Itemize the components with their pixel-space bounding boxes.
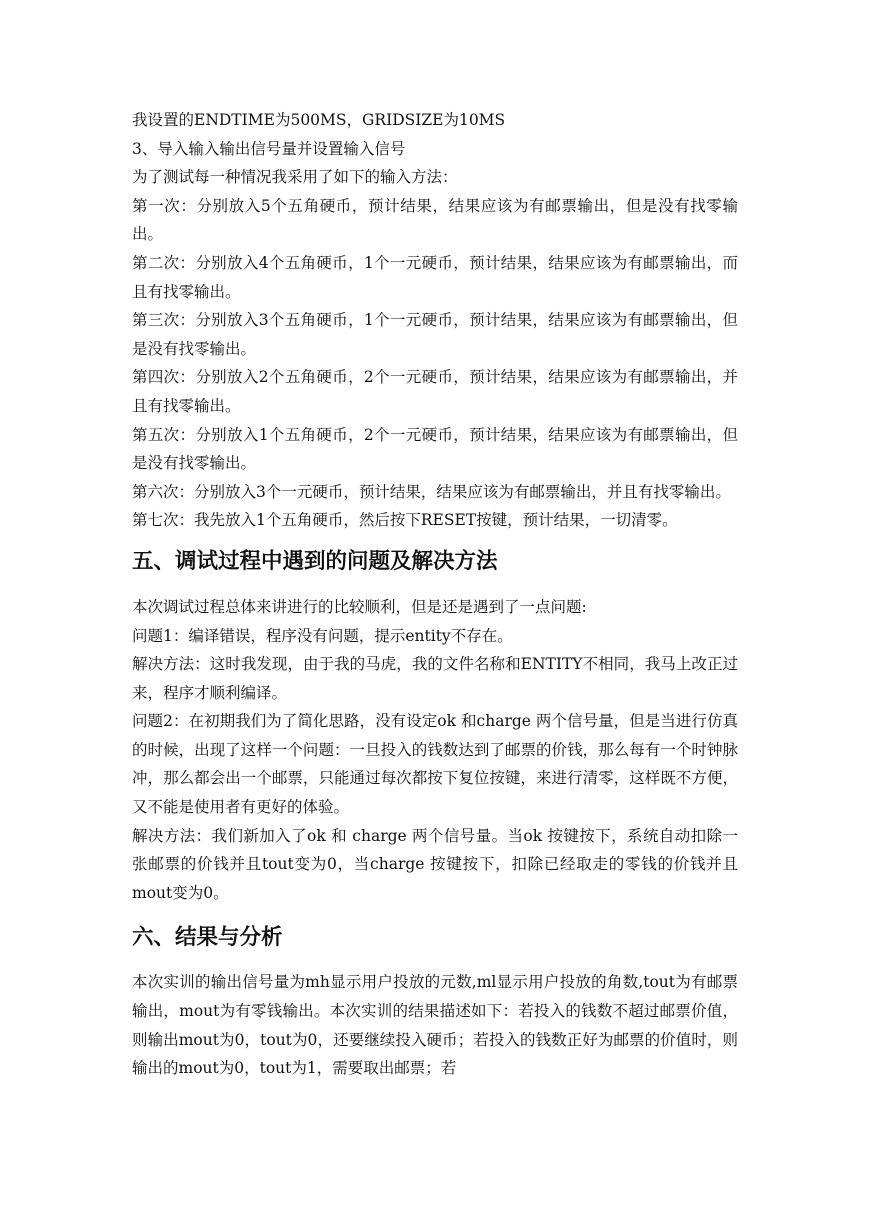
test-case-3: 第三次：分别放入3个五角硬币，1个一元硬币，预计结果，结果应该为有邮票输出，但是没有找零输出。 bbox=[132, 311, 738, 358]
test-case-7: 第七次：我先放入1个五角硬币，然后按下RESET按键，预计结果，一切清零。 bbox=[132, 511, 678, 530]
test-case-4: 第四次：分别放入2个五角硬币，2个一元硬币，预计结果，结果应该为有邮票输出，并且有找零输出。 bbox=[132, 368, 738, 415]
test-case-2: 第二次：分别放入4个五角硬币，1个一元硬币，预计结果，结果应该为有邮票输出，而且有找零输出。 bbox=[132, 253, 738, 301]
test-case-6: 第六次：分别放入3个一元硬币，预计结果，结果应该为有邮票输出，并且有找零输出。 bbox=[132, 482, 731, 501]
section-6-title: 六、结果与分析 bbox=[132, 925, 283, 951]
results-paragraph: 本次实训的输出信号量为mh显示用户投放的元数,ml显示用户投放的角数,tout为有邮票输出，mout为有零钱输出。本次实训的结果描述如下：若投入的钱数不超过邮票价值，则输出mout为0，tout为0，还要继续投入硬币；若投入的钱数正好为邮票的价值时，则输出的mout为0，tout为1，需要取出邮票；若 bbox=[132, 973, 738, 1078]
problem-2: 问题2：在初期我们为了简化思路，没有设定ok 和charge 两个信号量，但是当进行仿真的时候，出现了这样一个问题：一旦投入的钱数达到了邮票的价钱，那么每有一个时钟脉冲，那么都会出一个邮票，只能通过每次都按下复位按键，来进行清零，这样既不方便，又不能是使用者有更好的体验。 bbox=[132, 712, 738, 817]
solution-1: 解决方法：这时我发现，由于我的马虎，我的文件名称和ENTITY不相同，我马上改正过来，程序才顺利编译。 bbox=[132, 655, 738, 702]
document-page bbox=[132, 106, 738, 1083]
test-intro-line: 为了测试每一种情况我采用了如下的输入方法： bbox=[132, 168, 458, 187]
test-case-5: 第五次：分别放入1个五角硬币，2个一元硬币，预计结果，结果应该为有邮票输出，但是没有找零输出。 bbox=[132, 425, 738, 473]
section-5-intro: 本次调试过程总体来讲进行的比较顺利，但是还是遇到了一点问题: bbox=[132, 597, 587, 616]
step-3-heading: 3、导入输入输出信号量并设置输入信号 bbox=[132, 139, 406, 158]
problem-1: 问题1：编译错误，程序没有问题，提示entity不存在。 bbox=[132, 626, 513, 645]
section-5-title: 五、调试过程中遇到的问题及解决方法 bbox=[132, 548, 498, 574]
endtime-setting-line: 我设置的ENDTIME为500MS，GRIDSIZE为10MS bbox=[132, 111, 506, 129]
solution-2: 解决方法：我们新加入了ok 和 charge 两个信号量。当ok 按键按下，系统自动扣除一张邮票的价钱并且tout变为0，当charge 按键按下，扣除已经取走的零钱的价钱并且mout变为0。 bbox=[132, 826, 738, 902]
test-case-1: 第一次：分别放入5个五角硬币，预计结果，结果应该为有邮票输出，但是没有找零输出。 bbox=[132, 196, 738, 244]
